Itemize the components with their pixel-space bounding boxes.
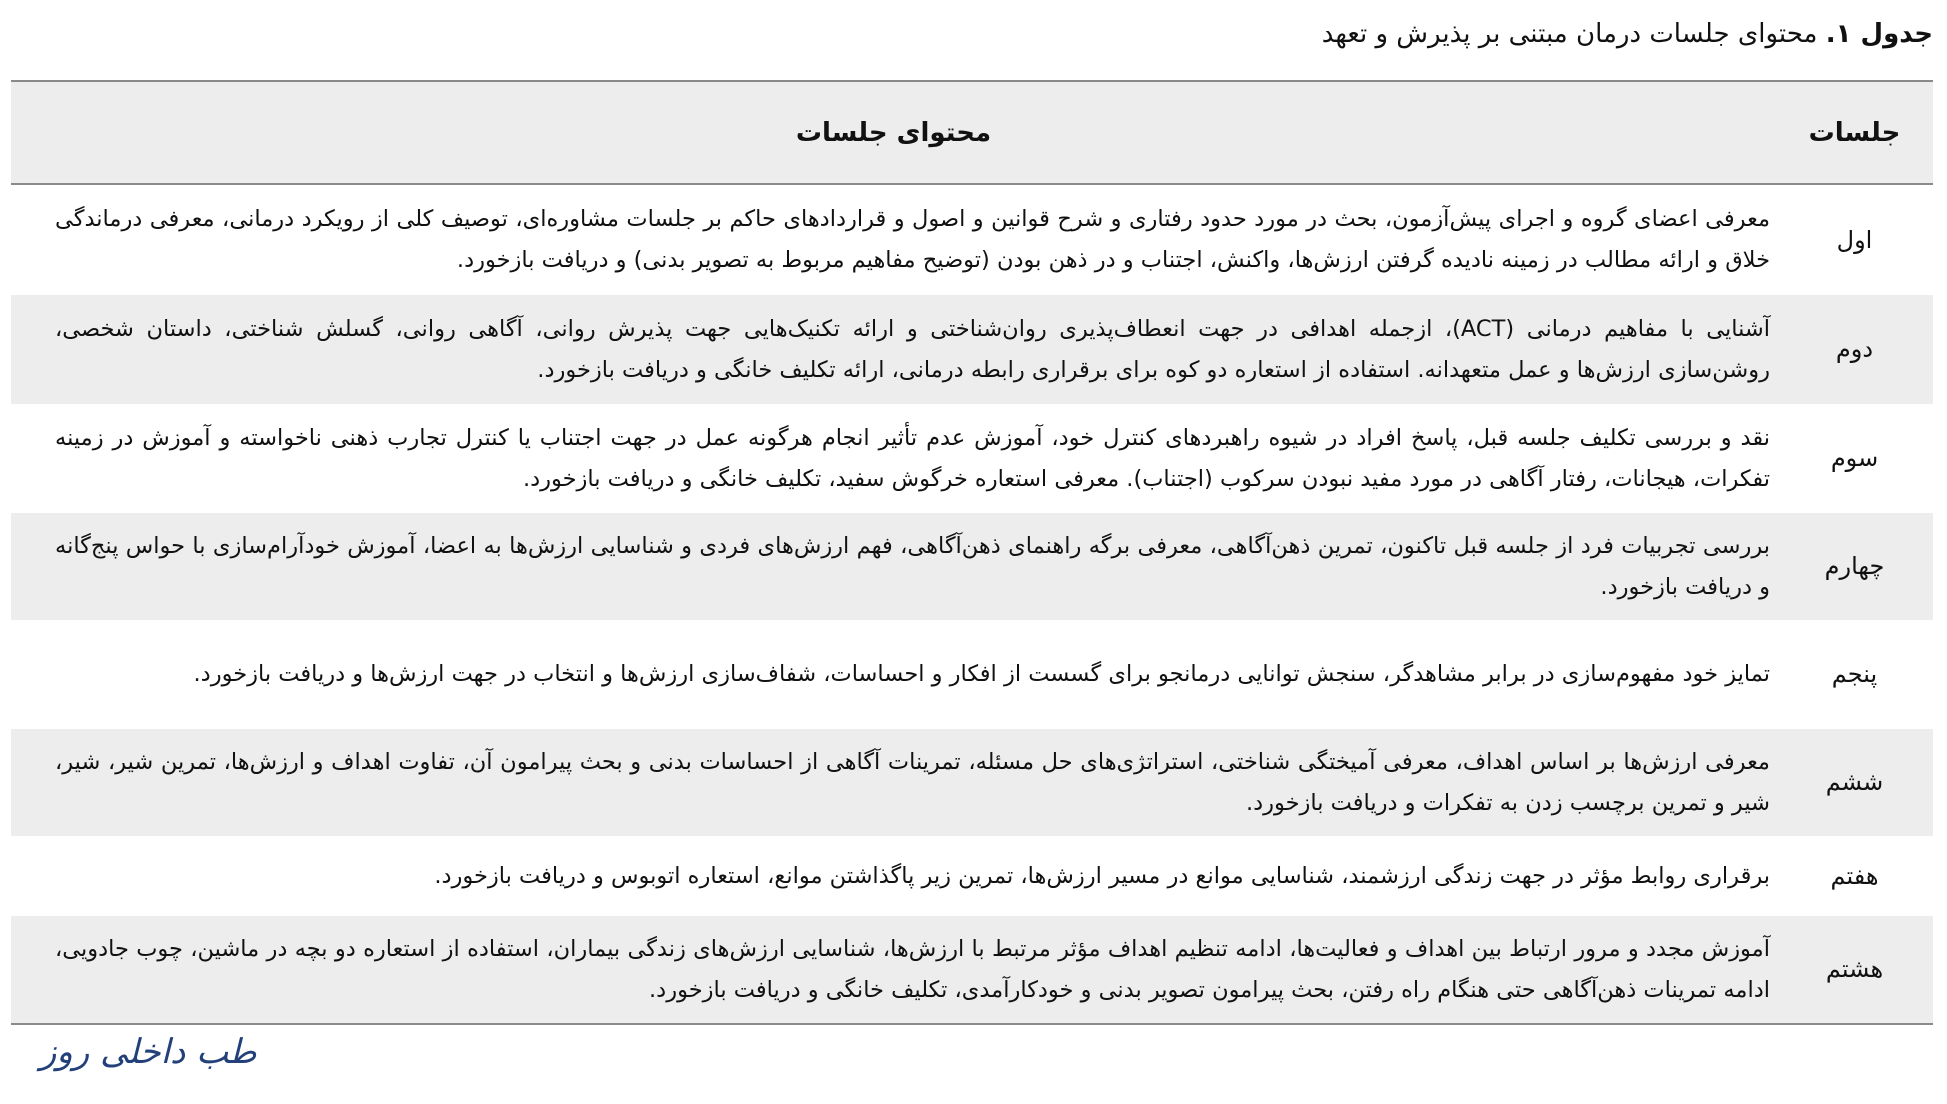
session-number: هشتم — [1825, 955, 1884, 983]
session-content: تمایز خود مفهوم‌سازی در برابر مشاهدگر، سنجش توانایی درمانجو برای گسست از افکار و احساسات، شفاف‌سازی ارزش‌ها و انتخاب در جهت ارزش‌ها و دریافت بازخورد. — [193, 661, 1770, 687]
table-caption — [14, 8, 1933, 60]
session-content: نقد و بررسی تکلیف جلسه قبل، پاسخ افراد در شیوه راهبردهای کنترل خود، آموزش عدم تأثیر انجام هرگونه عمل در جهت اجتناب یا کنترل تجارب ذهنی ناخواسته و آموزش در زمینه تفکرات، هیجانات، رفتار آگاهی در مورد مفید نبودن سرکوب (اجتناب). معرفی استعاره خرگوش سفید، تکلیف خانگی و دریافت بازخورد. — [55, 424, 1770, 492]
table-row — [11, 729, 1933, 836]
session-content: آشنایی با مفاهیم درمانی (ACT)، ازجمله اهدافی در جهت انعطاف‌پذیری روان‌شناختی و ارائه تکنیک‌هایی جهت پذیرش روانی، آگاهی روانی، گسلش شناختی، داستان شخصی، روشن‌سازی ارزش‌ها و عمل متعهدانه. استفاده از استعاره دو کوه برای برقراری رابطه درمانی، ارائه تکلیف خانگی و دریافت بازخورد. — [55, 315, 1770, 383]
table-row — [11, 404, 1933, 513]
header-row — [11, 81, 1933, 184]
journal-logo: طب داخلی روز — [40, 1032, 257, 1072]
caption-text: محتوای جلسات درمان مبتنی بر پذیرش و تعهد — [1321, 19, 1818, 49]
table-row — [11, 184, 1933, 295]
table-row — [11, 620, 1933, 729]
session-content: معرفی اعضای گروه و اجرای پیش‌آزمون، بحث در مورد حدود رفتاری و شرح قوانین و اصول و قراردادهای حاکم بر جلسات مشاوره‌ای، توصیف کلی از رویکرد درمانی، معرفی درماندگی خلاق و ارائه مطالب در زمینه نادیده گرفتن ارزش‌ها، واکنش، اجتناب و در ذهن بودن (توضیح مفاهیم مربوط به تصویر بدنی) و دریافت بازخورد. — [55, 206, 1770, 273]
session-number: سوم — [1830, 444, 1879, 472]
session-number: دوم — [1835, 335, 1874, 363]
session-number: ششم — [1825, 768, 1884, 796]
session-content: برقراری روابط مؤثر در جهت زندگی ارزشمند، شناسایی موانع در مسیر ارزش‌ها، تمرین زیر پاگذاشتن موانع، استعاره اتوبوس و دریافت بازخورد. — [434, 862, 1770, 889]
table-row — [11, 916, 1933, 1024]
session-number: چهارم — [1824, 552, 1885, 580]
session-number: اول — [1836, 225, 1873, 254]
header-session-content: محتوای جلسات — [795, 117, 992, 148]
table-body — [11, 184, 1933, 1024]
session-number: هفتم — [1830, 861, 1879, 890]
sessions-table-container — [11, 80, 1933, 1025]
table-row — [11, 836, 1933, 916]
session-content: معرفی ارزش‌ها بر اساس اهداف، معرفی آمیختگی شناختی، استراتژی‌های حل مسئله، تمرینات آگاهی از احساسات بدنی و بحث پیرامون آن، تفاوت اهداف و ارزش‌ها، تمرین شیر، شیر، شیر و تمرین برچسب زدن به تفکرات و دریافت بازخورد. — [55, 748, 1770, 816]
table-row — [11, 295, 1933, 404]
sessions-table — [11, 80, 1933, 1025]
table-header — [11, 81, 1933, 184]
session-content: آموزش مجدد و مرور ارتباط بین اهداف و فعالیت‌ها، ادامه تنظیم اهداف مؤثر مرتبط با ارزش‌ها، شناسایی ارزش‌های زندگی بیماران، استفاده از استعاره دو بچه در ماشین، چوب جادویی، ادامه تمرینات ذهن‌آگاهی حتی هنگام راه رفتن، بحث پیرامون تصویر بدنی و خودکارآمدی، تکلیف خانگی و دریافت بازخورد. — [55, 935, 1770, 1003]
table-row — [11, 513, 1933, 620]
session-content: بررسی تجربیات فرد از جلسه قبل تاکنون، تمرین ذهن‌آگاهی، معرفی برگه راهنمای ذهن‌آگاهی، فهم ارزش‌های فردی و شناسایی ارزش‌ها به اعضا، آموزش خودآرام‌سازی با حواس پنج‌گانه و دریافت بازخورد. — [55, 532, 1770, 600]
caption-label: جدول ۱. — [1825, 19, 1933, 49]
header-sessions: جلسات — [1808, 117, 1901, 148]
session-number: پنجم — [1831, 660, 1878, 688]
